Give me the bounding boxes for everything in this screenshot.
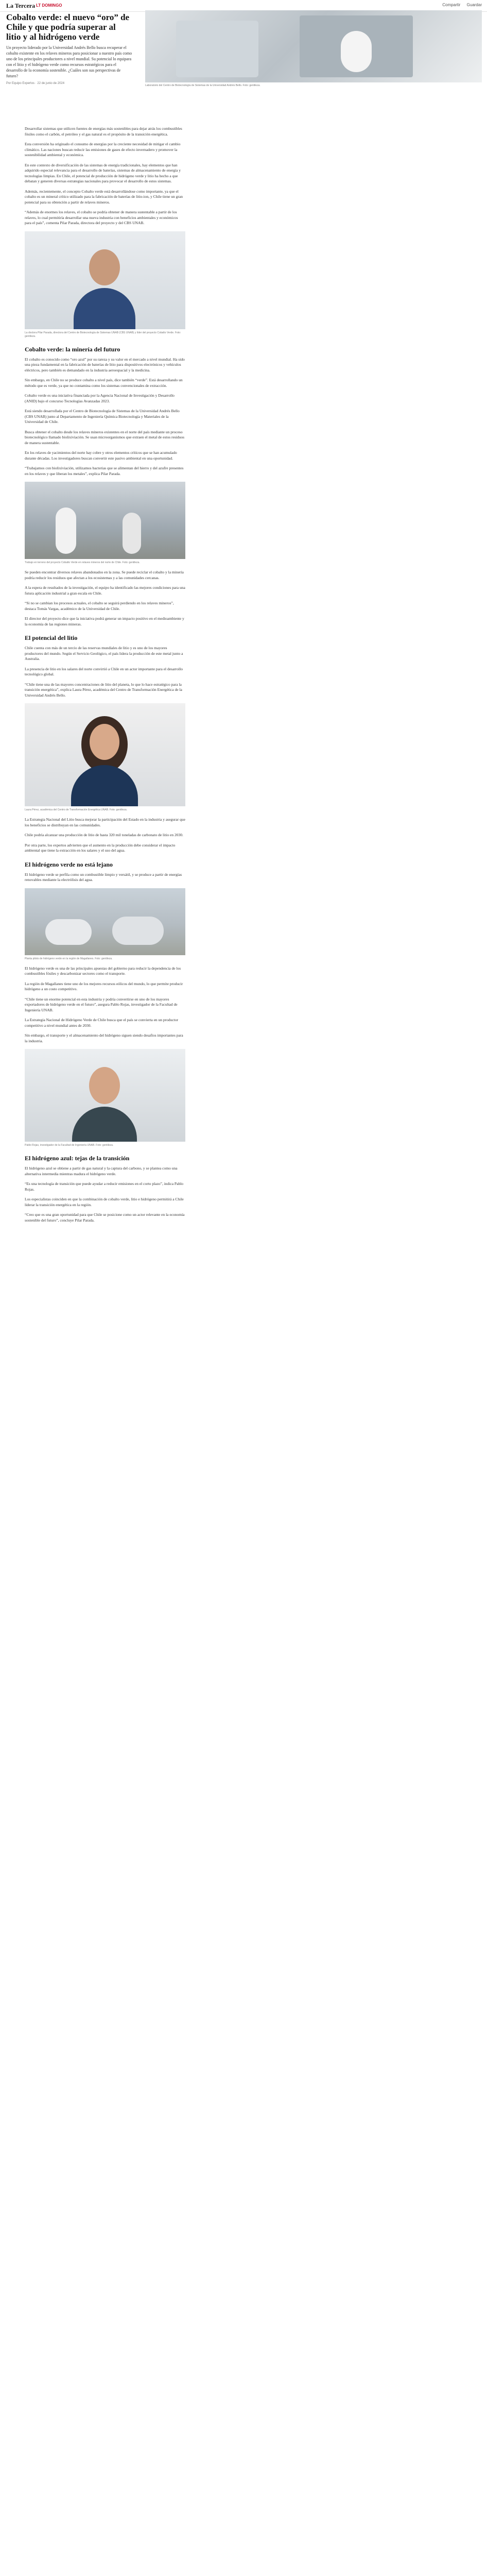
researcher-shape	[341, 31, 372, 72]
paragraph: Chile cuenta con más de un tercio de las reservas mundiales de litio y es uno de los mayores productores del mundo. Según el Servicio Geológico, el país lidera la producción de este metal junto a Australia.	[25, 646, 183, 661]
photo-pilar-parada	[25, 231, 185, 329]
photo-caption: Pablo Rojas, investigador de la Facultad de Ingeniería UNAB. Foto: gentileza.	[25, 1144, 114, 1147]
paragraph: La Estrategia Nacional de Hidrógeno Verde de Chile busca que el país se convierta en un productor competitivo a nivel mundial antes de 2030.	[25, 1018, 179, 1028]
section-heading: El hidrógeno azul: tejas de la transición	[25, 1155, 130, 1162]
paragraph: En este contexto de diversificación de las sistemas de energía tradicionales, hay elementos que han adquirido especial relevancia para el desarrollo de baterías, sistemas de almacenamiento de energía y tecnologías limpias. En Chile, el potencial de producción de hidrógeno verde y litio ha hecho a que debatan y generen diversas estrategias nacionales para provocar el desarrollo de estos sistemas.	[25, 162, 181, 183]
paragraph: El hidrógeno verde es una de las principales apuestas del gobierno para reducir la dependencia de los combustibles fósiles y descarbonizar sectores como el transporte.	[25, 965, 181, 976]
paragraph: Sin embargo, el transporte y el almacenamiento del hidrógeno siguen siendo desafíos importantes para la industria.	[25, 1033, 183, 1043]
paragraph: Cobalto verde es una iniciativa financiada por la Agencia Nacional de Investigación y Desarrollo (ANID) bajo el concurso Tecnologías Avanzadas 2023.	[25, 393, 175, 403]
worker-shape	[123, 513, 141, 554]
paragraph: El hidrógeno azul se obtiene a partir de gas natural y la captura del carbono, y se plantea como una alternativa intermedia mientras madura el hidrógeno verde.	[25, 1166, 178, 1176]
paragraph: Está siendo desarrollada por el Centro de Biotecnología de Sistemas de la Universidad Andrés Bello (CBS UNAB) junto al Departamento de Ingeniería Química Biotecnología y Materiales de la Universidad de Chile.	[25, 409, 180, 424]
paragraph: Desarrollar sistemas que utilicen fuentes de energías más sostenibles para dejar atrás los combustibles fósiles como el carbón, el petróleo y el gas natural es el propósito de la transición energética.	[25, 126, 182, 137]
article-byline: Por Equipo Expertos · 22 de junio de 2024	[6, 82, 65, 85]
article-deck: Un proyecto liderado por la Universidad Andrés Bello busca recuperar el cobalto existente en los relaves mineros para posicionar a nuestro país como uno de los principales productores a nivel mundial. Su potencial lo equipara con el litio y el hidrógeno verde como recursos estratégicos para el desarrollo de la economía sostenible. ¿Cuáles son sus perspectivas de futuro?	[6, 45, 132, 78]
paragraph: El director del proyecto dice que la iniciativa podrá generar un impacto positivo en el medioambiente y la economía de las regiones mineras.	[25, 616, 184, 626]
paragraph: “Es una tecnología de transición que puede ayudar a reducir emisiones en el corto plazo”, indica Pablo Rojas.	[25, 1181, 184, 1192]
paragraph: “Creo que es una gran oportunidad para que Chile se posicione como un actor relevante en la economía sostenible del futuro”, concluye Pilar Parada.	[25, 1212, 185, 1223]
paragraph: “Chile tiene un enorme potencial en esta industria y podría convertirse en uno de los mayores exportadores de hidrógeno verde en el futuro”, asegura Pablo Rojas, investigador de la Facultad de Ingeniería UNAB.	[25, 996, 178, 1012]
photo-field-work	[25, 482, 185, 559]
paragraph: Sin embargo, en Chile no se produce cobalto a nivel país, dice también “verde”. Está desarrollando un método que es verde, ya que no contamina como los sistemas convencionales de extracción.	[25, 378, 183, 388]
paragraph: El cobalto es conocido como “oro azul” por su rareza y su valor en el mercado a nivel mundial. Ha sido una pieza fundamental en la fabricación de baterías de litio para dispositivos electrónicos y vehículos eléctricos, pero también es demandado en la industria aeroespacial y la medicina.	[25, 357, 185, 372]
paragraph: Chile podría alcanzar una producción de litio de hasta 320 mil toneladas de carbonato de litio en 2030.	[25, 833, 183, 837]
paragraph: Se pueden encontrar diversos relaves abandonados en la zona. Se puede reciclar el cobalto y la minería podría reducir los residuos que afectan a los ecosistemas y a las comunidades cercanas.	[25, 570, 184, 580]
hero-caption: Laboratorio del Centro de Biotecnología de Sistemas de la Universidad Andrés Bello. Foto: gentileza.	[145, 84, 260, 87]
tank-shape	[112, 917, 164, 945]
paragraph: Por otra parte, los expertos advierten que el aumento en la producción debe considerar el impacto ambiental que tiene la extracción en los salares y el uso del agua.	[25, 842, 176, 853]
photo-caption: La doctora Pilar Parada, directora del Centro de Biotecnología de Sistemas UNAB (CBS UNAB) y líder del proyecto Cobalto Verde. Foto: gentileza.	[25, 331, 181, 338]
paragraph: Esta conversión ha originado el consumo de energías por la creciente necesidad de mitigar el cambio climático. Las naciones buscan reducir las emisiones de gases de efecto invernadero y promover la sostenibilidad ambiental y económica.	[25, 142, 181, 157]
photo-caption: Trabajo en terreno del proyecto Cobalto Verde en relaves mineros del norte de Chile. Foto: gentileza.	[25, 561, 140, 564]
section-heading: El potencial del litio	[25, 634, 78, 641]
paragraph: Los especialistas coinciden en que la combinación de cobalto verde, litio e hidrógeno permitirá a Chile liderar la transición energética en la región.	[25, 1197, 184, 1207]
paragraph: A la espera de resultados de la investigación, el equipo ha identificado las mejores condiciones para una futura aplicación industrial a gran escala en Chile.	[25, 585, 185, 596]
portrait-body	[72, 1107, 137, 1142]
paragraph: “Si no se cambian los procesos actuales, el cobalto se seguirá perdiendo en los relaves mineros”, destaca Tomás Vargas, académico de la Universidad de Chile.	[25, 601, 174, 611]
photo-caption: Laura Pérez, académica del Centro de Transformación Energética UNAB. Foto: gentileza.	[25, 808, 127, 811]
paragraph: “Además de enormes los relaves, el cobalto se podría obtener de manera sustentable a partir de los relaves, lo cual permitiría desarrollar una nueva industria con beneficios ambientales y económicos para el país”, comenta Pilar Parada, directora del proyecto y del CBS UNAB.	[25, 210, 178, 225]
portrait-body	[71, 765, 138, 806]
paragraph: “Trabajamos con biolixiviación, utilizamos bacterias que se alimentan del hierro y del azufre presentes en los relaves y que liberan los metales”, explica Pilar Parada.	[25, 466, 184, 476]
paragraph: “Chile tiene una de las mayores concentraciones de litio del planeta, lo que lo hace estratégico para la transición energética”, explica Laura Pérez, académica del Centro de Transformación Energética de la Universidad Andrés Bello.	[25, 682, 182, 698]
article-actions	[437, 3, 482, 7]
hero-text	[6, 12, 132, 85]
paragraph: Además, recientemente, el concepto Cobalto verde está desarrollándose como importante, ya que el cobalto es un mineral crítico utilizado para la fabricación de baterías de litio-ion, y Chile tiene un gran potencial para su obtención a partir de relaves mineros.	[25, 189, 183, 205]
photo-pablo-rojas	[25, 1049, 185, 1142]
article-headline: Cobalto verde: el nuevo “oro” de Chile y que podría superar al litio y al hidrógeno verde	[6, 12, 130, 42]
paragraph: En los relaves de yacimientos del norte hay cobre y otros elementos críticos que se han acumulado durante décadas. Los investigadores buscan convertir este pasivo ambiental en una oportunidad.	[25, 450, 177, 461]
paragraph: El hidrógeno verde se perfila como un combustible limpio y versátil, y se produce a partir de energías renovables mediante la electrólisis del agua.	[25, 872, 182, 882]
share-button[interactable]: Compartir	[442, 3, 461, 7]
save-button[interactable]: Guardar	[466, 3, 482, 7]
section-heading: El hidrógeno verde no está lejano	[25, 860, 113, 868]
portrait-head	[89, 249, 120, 285]
paragraph: La presencia de litio en los salares del norte convirtió a Chile en un actor importante para el desarrollo tecnológico global.	[25, 666, 183, 676]
photo-laura-perez	[25, 703, 185, 806]
lab-equipment-shape	[176, 21, 258, 77]
brand-logo[interactable]: La Tercera	[6, 2, 36, 9]
portrait-body	[74, 288, 135, 329]
hero-image	[145, 10, 482, 82]
tank-shape	[45, 919, 92, 945]
article-body	[25, 126, 185, 1228]
portrait-head	[90, 724, 119, 760]
section-heading: Cobalto verde: la minería del futuro	[25, 345, 120, 353]
portrait-head	[89, 1067, 120, 1104]
worker-shape	[56, 507, 76, 554]
photo-hydrogen-plant	[25, 888, 185, 955]
paragraph: Busca obtener el cobalto desde los relaves mineros existentes en el norte del país mediante un proceso biotecnológico llamado biolixiviación. Se usan microorganismos que extraen el metal de estos residuos de manera sustentable.	[25, 429, 184, 445]
photo-caption: Planta piloto de hidrógeno verde en la región de Magallanes. Foto: gentileza.	[25, 957, 113, 960]
paragraph: La región de Magallanes tiene uno de los mejores recursos eólicos del mundo, lo que permite producir hidrógeno a un costo competitivo.	[25, 981, 183, 991]
section-label[interactable]: LT DOMINGO	[36, 3, 62, 8]
paragraph: La Estrategia Nacional del Litio busca mejorar la participación del Estado en la industria y asegurar que los beneficios se distribuyan en las comunidades.	[25, 817, 185, 827]
